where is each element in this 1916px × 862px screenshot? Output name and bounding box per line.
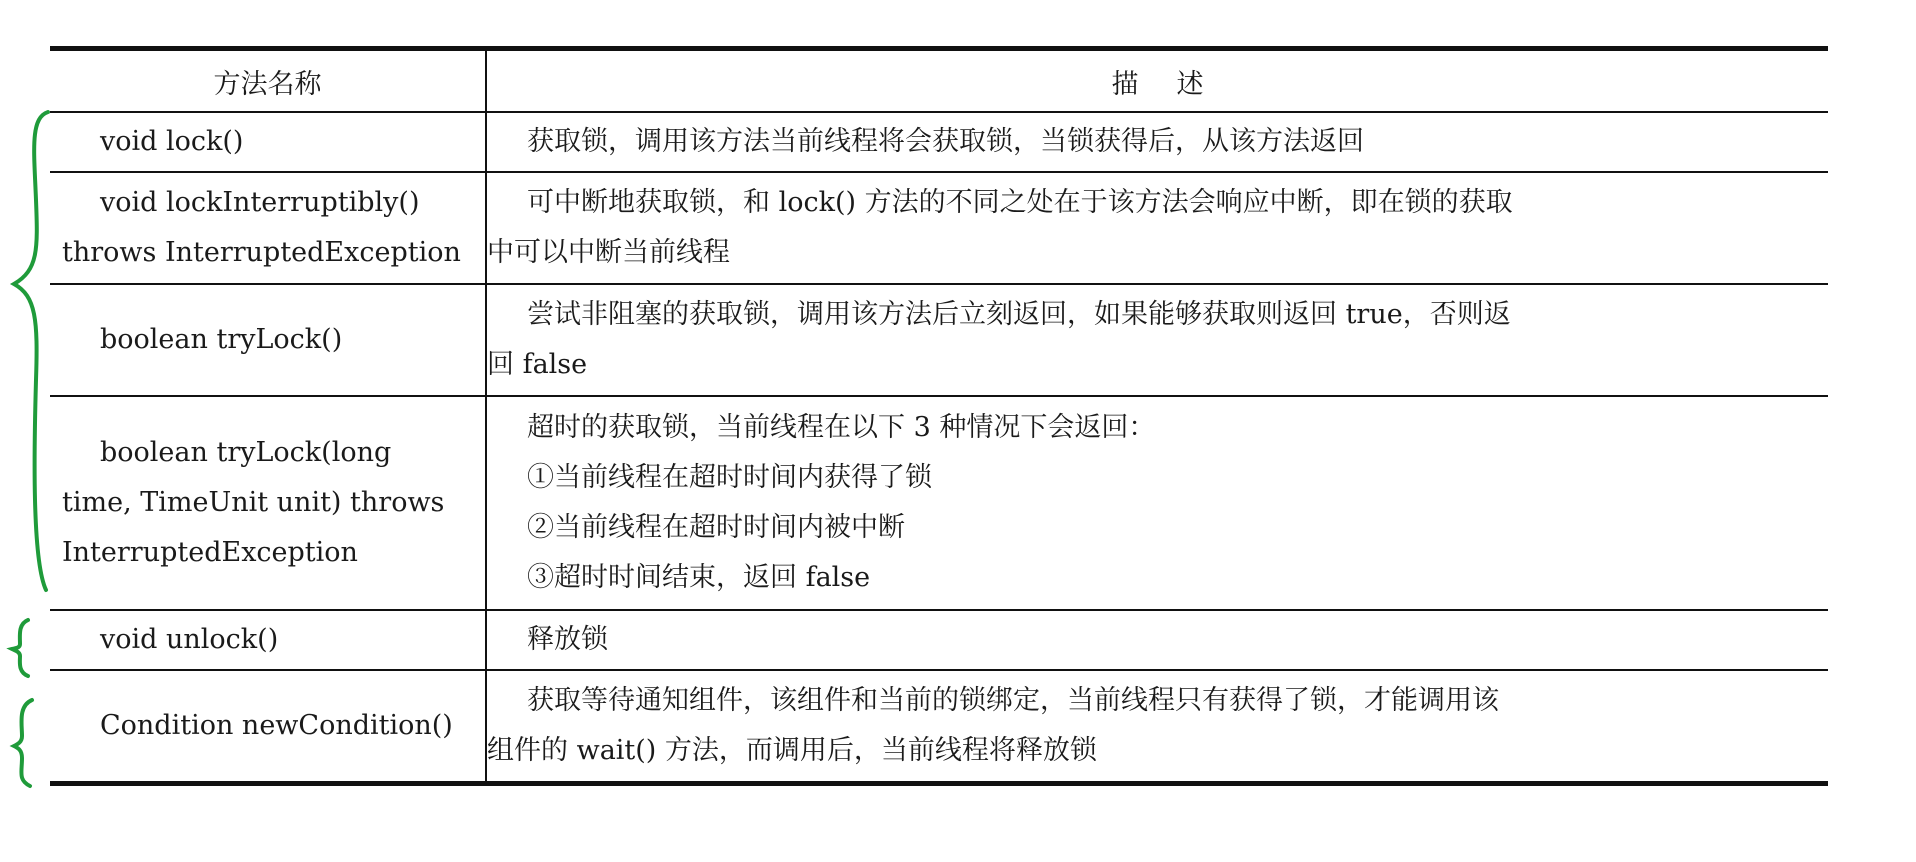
description-cell — [486, 670, 1828, 784]
description-cell — [486, 284, 1828, 396]
table-row — [50, 396, 1828, 610]
methods-table — [50, 46, 1828, 786]
table-row — [50, 284, 1828, 396]
header-method-name: 方法名称 — [50, 49, 486, 113]
method-name: void unlock() — [100, 624, 279, 655]
table-row — [50, 670, 1828, 784]
method-name: throws InterruptedException — [62, 237, 461, 268]
description-text: 可中断地获取锁，和 lock() 方法的不同之处在于该方法会响应中断，即在锁的获取 — [527, 187, 1513, 218]
description-text: 获取锁，调用该方法当前线程将会获取锁，当锁获得后，从该方法返回 — [527, 126, 1364, 157]
small-green-brace-icon — [12, 620, 28, 676]
description-cell — [486, 396, 1828, 610]
method-name: time, TimeUnit unit) throws — [62, 487, 445, 518]
description-text: 释放锁 — [527, 624, 608, 655]
small-green-brace-icon — [14, 700, 32, 786]
method-name-cell — [50, 172, 486, 284]
description-cell — [486, 610, 1828, 670]
methods-table-container — [50, 46, 1828, 786]
method-name: boolean tryLock(long — [100, 437, 392, 468]
method-name: void lock() — [100, 126, 244, 157]
description-list-item: ①当前线程在超时时间内获得了锁 — [527, 462, 932, 493]
table-row — [50, 112, 1828, 172]
method-name-cell — [50, 670, 486, 784]
description-text: 回 false — [487, 349, 588, 380]
table-row — [50, 610, 1828, 670]
description-cell — [486, 112, 1828, 172]
method-name: void lockInterruptibly() — [100, 187, 420, 218]
description-list-item: ③超时时间结束，返回 false — [527, 562, 871, 593]
description-list-item: ②当前线程在超时时间内被中断 — [527, 512, 905, 543]
method-name: Condition newCondition() — [100, 710, 453, 741]
table-row — [50, 172, 1828, 284]
description-cell — [486, 172, 1828, 284]
method-name-cell — [50, 610, 486, 670]
header-description: 描述 — [486, 49, 1828, 113]
description-text: 获取等待通知组件，该组件和当前的锁绑定，当前线程只有获得了锁，才能调用该 — [527, 685, 1499, 716]
method-name-cell — [50, 284, 486, 396]
description-text: 超时的获取锁，当前线程在以下 3 种情况下会返回： — [527, 412, 1156, 443]
method-name-cell — [50, 396, 486, 610]
description-text: 尝试非阻塞的获取锁，调用该方法后立刻返回，如果能够获取则返回 true，否则返 — [527, 299, 1511, 330]
method-name-cell — [50, 112, 486, 172]
description-text: 组件的 wait() 方法，而调用后，当前线程将释放锁 — [487, 735, 1097, 766]
table-header-row — [50, 49, 1828, 113]
method-name: InterruptedException — [62, 537, 358, 568]
method-name: boolean tryLock() — [100, 324, 343, 355]
large-green-brace-icon — [14, 112, 48, 590]
description-text: 中可以中断当前线程 — [487, 237, 730, 268]
